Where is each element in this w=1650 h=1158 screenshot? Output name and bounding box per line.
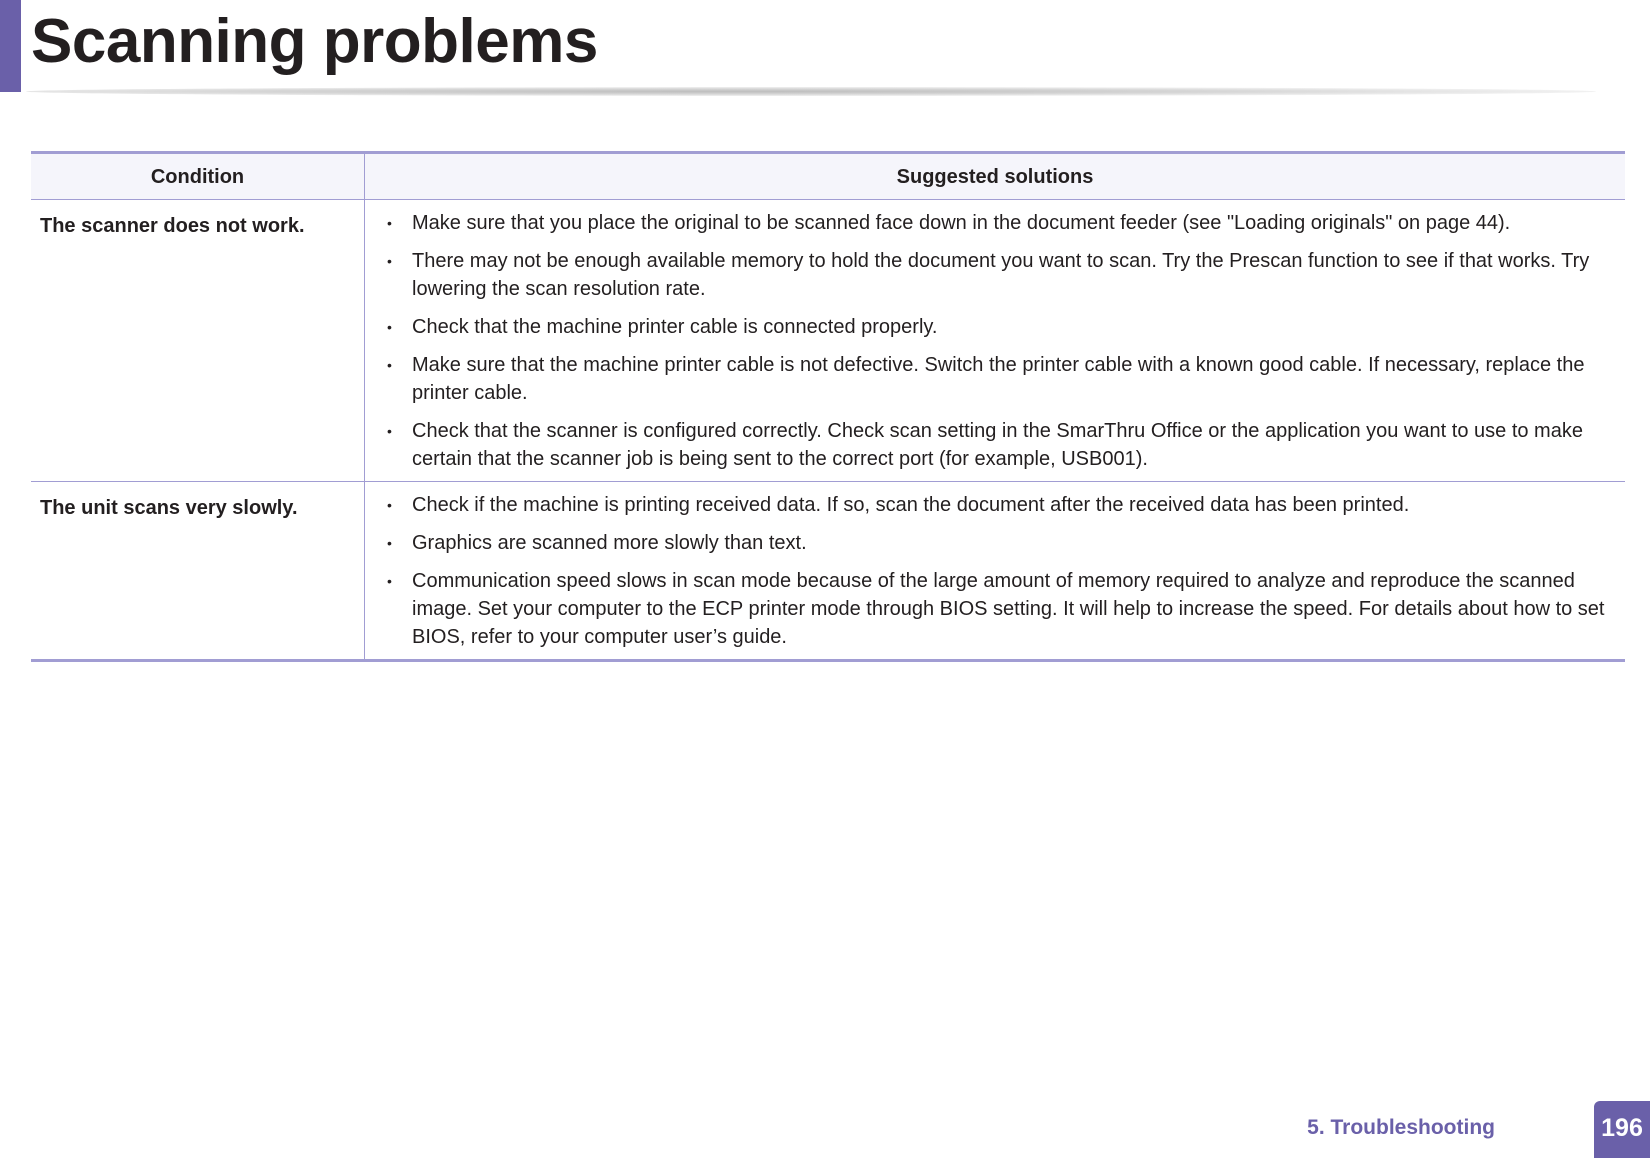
column-header-solutions: Suggested solutions: [896, 165, 1094, 188]
solution-item: [387, 351, 1615, 407]
bullet-icon: •: [387, 535, 392, 551]
solution-item: [387, 491, 1615, 519]
solution-item: [387, 417, 1615, 473]
solution-item: [387, 529, 1615, 557]
bullet-icon: •: [387, 423, 392, 439]
problems-table-container: [31, 151, 1625, 662]
column-header-condition: Condition: [31, 153, 365, 200]
solution-text: There may not be enough available memory to hold the document you want to scan. Try the Prescan function to see if that works. Try lowering the scan resolution rate.: [412, 250, 1590, 300]
solution-text: Check that the scanner is configured correctly. Check scan setting in the SmarThru Office or the application you want to use to make certain that the scanner job is being sent to the correct port (for example, USB001).: [412, 420, 1583, 470]
title-accent-bar: [0, 0, 21, 92]
table-row: [31, 200, 1625, 482]
solution-item: [387, 567, 1615, 651]
bullet-icon: •: [387, 215, 392, 231]
solution-item: [387, 247, 1615, 303]
bullet-icon: •: [387, 319, 392, 335]
solution-item: [387, 313, 1615, 341]
solutions-list: [387, 209, 1615, 473]
solutions-cell: [365, 200, 1626, 482]
bullet-icon: •: [387, 497, 392, 513]
solution-text: Check that the machine printer cable is connected properly.: [412, 316, 938, 338]
solutions-cell: [365, 482, 1626, 661]
table-header-row: [31, 153, 1625, 200]
problems-table: [31, 151, 1625, 662]
solution-text: Communication speed slows in scan mode because of the large amount of memory required to analyze and reproduce the scanned image. Set your computer to the ECP printer mode through BIOS setting. It will help to increase the speed. For details about how to set BIOS, refer to your computer user’s guide.: [412, 570, 1605, 648]
title-underline: [26, 87, 1596, 96]
condition-cell: The scanner does not work.: [31, 200, 365, 482]
bullet-icon: •: [387, 573, 392, 589]
footer-chapter-label: 5. Troubleshooting: [1307, 1116, 1495, 1139]
solution-text: Make sure that the machine printer cable is not defective. Switch the printer cable with a known good cable. If necessary, replace the printer cable.: [412, 354, 1585, 404]
page-title: Scanning problems: [31, 7, 598, 76]
page-number-badge: 196: [1594, 1101, 1650, 1158]
bullet-icon: •: [387, 357, 392, 373]
solution-item: [387, 209, 1615, 237]
table-row: [31, 482, 1625, 661]
solution-text: Graphics are scanned more slowly than text.: [412, 532, 807, 554]
condition-cell: The unit scans very slowly.: [31, 482, 365, 661]
solution-text: Make sure that you place the original to be scanned face down in the document feeder (see "Loading originals" on page 44).: [412, 212, 1511, 234]
bullet-icon: •: [387, 253, 392, 269]
solution-text: Check if the machine is printing received data. If so, scan the document after the received data has been printed.: [412, 494, 1410, 516]
solutions-list: [387, 491, 1615, 651]
